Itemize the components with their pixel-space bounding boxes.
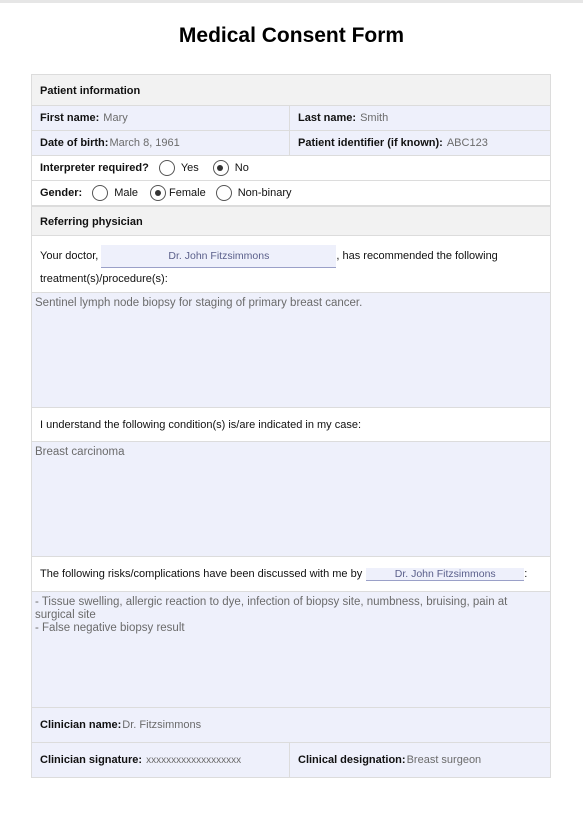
clinical-designation-field[interactable] bbox=[290, 743, 550, 777]
gender-row bbox=[31, 181, 551, 206]
gender-female-label: Female bbox=[169, 187, 206, 199]
section-referring-physician: Referring physician bbox=[31, 206, 551, 236]
risk-line-1: - Tissue swelling, allergic reaction to dye, infection of biopsy site, numbness, bruising, pain at surgical site bbox=[35, 596, 508, 621]
radio-no-checked[interactable] bbox=[213, 160, 229, 176]
risks-doctor-field[interactable]: Dr. John Fitzsimmons bbox=[366, 568, 524, 581]
dob-field[interactable] bbox=[32, 131, 290, 155]
referring-line-1 bbox=[40, 245, 542, 268]
radio-female-checked[interactable] bbox=[150, 185, 166, 201]
interpreter-no-label: No bbox=[234, 162, 249, 174]
name-row bbox=[31, 106, 551, 131]
risks-textarea[interactable] bbox=[31, 592, 551, 708]
clinician-name-label: Clinician name: bbox=[40, 719, 122, 731]
dob-row bbox=[31, 131, 551, 156]
clinician-name-field[interactable] bbox=[32, 708, 550, 742]
page-top-edge bbox=[0, 0, 583, 3]
gender-male-label: Male bbox=[114, 187, 139, 199]
interpreter-row bbox=[31, 156, 551, 181]
clinical-designation-label: Clinical designation: bbox=[298, 754, 406, 766]
clinical-designation-value: Breast surgeon bbox=[406, 754, 482, 766]
risks-label: The following risks/complications have been discussed with me by bbox=[40, 568, 363, 580]
referring-text-after: , has recommended the following bbox=[336, 250, 498, 262]
gender-field bbox=[32, 181, 550, 205]
section-patient-information: Patient information bbox=[31, 74, 551, 106]
gender-option-nonbinary[interactable] bbox=[216, 185, 292, 201]
clinician-signature-label: Clinician signature: bbox=[40, 754, 143, 766]
signature-row bbox=[31, 743, 551, 778]
risks-colon: : bbox=[524, 568, 528, 580]
radio-nonbinary[interactable] bbox=[216, 185, 232, 201]
referring-paragraph bbox=[31, 236, 551, 293]
first-name-label: First name: bbox=[40, 112, 100, 124]
first-name-field[interactable] bbox=[32, 106, 290, 130]
last-name-field[interactable] bbox=[290, 106, 550, 130]
radio-male[interactable] bbox=[92, 185, 108, 201]
gender-nonbinary-label: Non-binary bbox=[237, 187, 292, 199]
conditions-label: I understand the following condition(s) is/are indicated in my case: bbox=[31, 408, 551, 442]
interpreter-option-no[interactable] bbox=[213, 160, 249, 176]
referring-line-2: treatment(s)/procedure(s): bbox=[40, 273, 168, 285]
referring-doctor-field[interactable]: Dr. John Fitzsimmons bbox=[101, 245, 336, 268]
gender-label: Gender: bbox=[40, 187, 83, 199]
interpreter-field bbox=[32, 156, 550, 180]
procedure-textarea[interactable]: Sentinel lymph node biopsy for staging of primary breast cancer. bbox=[31, 293, 551, 408]
patient-id-field[interactable] bbox=[290, 131, 550, 155]
consent-form bbox=[31, 74, 551, 778]
risks-label-row bbox=[31, 557, 551, 592]
page-title: Medical Consent Form bbox=[178, 24, 405, 47]
interpreter-label: Interpreter required? bbox=[40, 162, 149, 174]
dob-value: March 8, 1961 bbox=[109, 137, 180, 149]
gender-option-male[interactable] bbox=[92, 185, 138, 201]
patient-id-value: ABC123 bbox=[446, 137, 488, 149]
dob-label: Date of birth: bbox=[40, 137, 109, 149]
referring-text-before: Your doctor, bbox=[40, 250, 99, 262]
clinician-name-value: Dr. Fitzsimmons bbox=[122, 719, 202, 731]
patient-id-label: Patient identifier (if known): bbox=[298, 137, 443, 149]
conditions-textarea[interactable]: Breast carcinoma bbox=[31, 442, 551, 557]
first-name-value: Mary bbox=[103, 112, 128, 124]
last-name-label: Last name: bbox=[298, 112, 357, 124]
last-name-value: Smith bbox=[360, 112, 389, 124]
interpreter-yes-label: Yes bbox=[180, 162, 199, 174]
clinician-name-row bbox=[31, 708, 551, 743]
clinician-signature-value: xxxxxxxxxxxxxxxxxxx bbox=[146, 754, 242, 766]
clinician-signature-field[interactable] bbox=[32, 743, 290, 777]
interpreter-option-yes[interactable] bbox=[159, 160, 199, 176]
risk-line-2: - False negative biopsy result bbox=[35, 622, 185, 634]
gender-option-female[interactable] bbox=[150, 185, 206, 201]
radio-yes[interactable] bbox=[159, 160, 175, 176]
